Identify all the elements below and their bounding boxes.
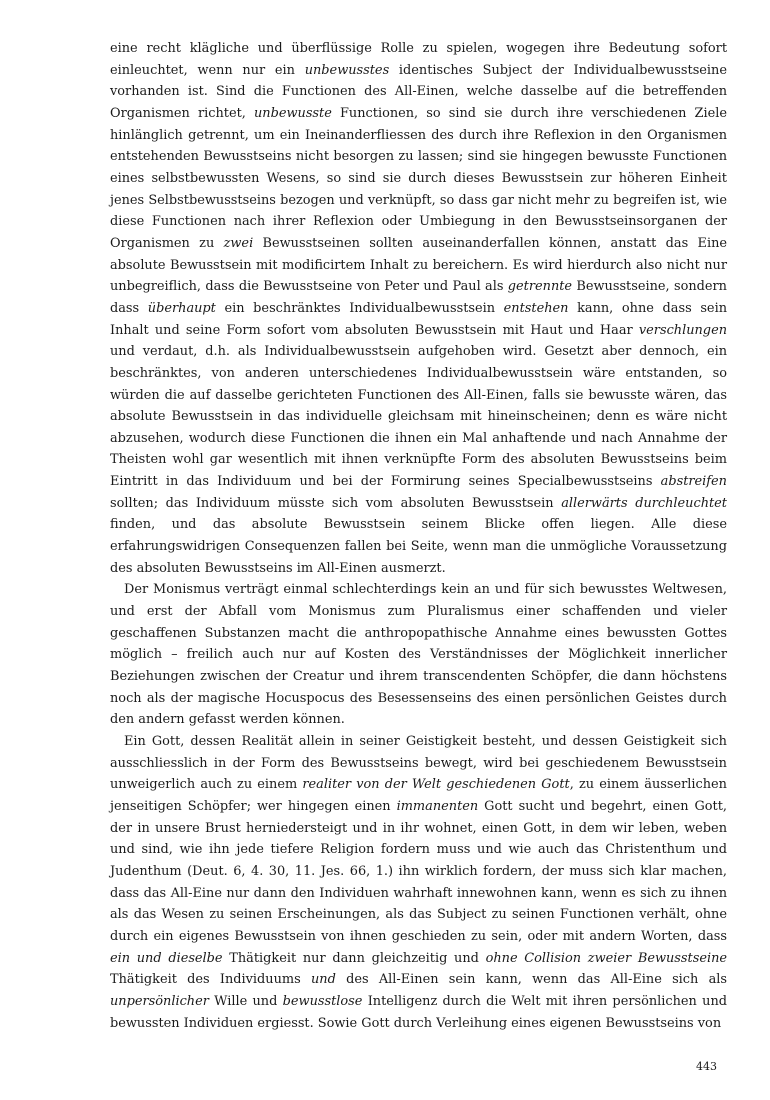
emphasized-text: unbewusstes xyxy=(304,62,390,78)
emphasized-text: zwei xyxy=(223,235,254,251)
text-run: des All-Einen sein kann, wenn das All-Eine sich als xyxy=(335,972,727,988)
emphasized-text: getrennte xyxy=(507,279,573,295)
emphasized-text: überhaupt xyxy=(147,300,216,316)
page-number: 443 xyxy=(696,1060,717,1073)
text-run: , zu einem äusserlichen jenseitigen Schöpfer; wer hingegen einen xyxy=(110,777,727,814)
text-run: Thätigkeit des Individuums xyxy=(110,972,311,988)
text-run: eine recht klägliche und überflüssige Rolle zu spielen, wogegen ihre Bedeutung sofort einleuchtet, wenn nur ein xyxy=(110,41,727,78)
emphasized-text: allerwärts durchleuchtet xyxy=(561,495,727,511)
text-run: Functionen, so sind sie durch ihre verschiedenen Ziele hinlänglich getrennt, um ein Ineinanderfliessen des durch ihre Reflexion in den Organismen entstehenden Bewusstseins nicht besorgen zu lassen; sind sie hingegen bewusste Functionen eines selbstbewussten Wesens, so sind sie durch dieses Bewusstsein zur höheren Einheit jenes Selbstbewusstseins bezogen und verknüpft, so dass gar nicht mehr zu begreifen ist, wie diese Functionen nach ihrer Reflexion oder Umbiegung in den Bewusstseinsorganen der Organismen zu xyxy=(110,105,728,251)
paragraph xyxy=(110,38,727,579)
text-run: Intelligenz durch die Welt mit ihren persönlichen und bewussten Individuen ergiesst. Sowie Gott durch Verleihung eines eigenen Bewusstseins von xyxy=(110,993,728,1031)
text-run: identisches Subject der Individualbewusstseine vorhanden ist. Sind die Functionen des All-Einen, welche dasselbe auf die betreffenden Organismen richtet, xyxy=(110,62,727,121)
text-run: Ein Gott, dessen Realität allein in seiner Geistigkeit besteht, und dessen Geistigkeit sich ausschliesslich in der Form des Bewusstseins bewegt, wird bei geschiedenem Bewusstsein unweigerlich auch zu einem xyxy=(110,734,727,793)
paragraph xyxy=(110,731,727,1034)
text-run: ein beschränktes Individualbewusstsein xyxy=(215,300,504,316)
emphasized-text: bewusstlose xyxy=(282,993,363,1009)
emphasized-text: ein und dieselbe xyxy=(110,950,223,966)
emphasized-text: entstehen xyxy=(503,300,569,316)
text-run: finden, und das absolute Bewusstsein seinem Blicke offen liegen. Alle diese erfahrungswidrigen Consequenzen fallen bei Seite, wenn man die unmögliche Voraussetzung des absoluten Bewusstseins im All-Einen ausmerzt. xyxy=(110,517,727,576)
emphasized-text: unbewusste xyxy=(254,105,332,121)
emphasized-text: unpersönlicher xyxy=(110,993,209,1009)
text-run: Der Monismus verträgt einmal schlechterdings kein an und für sich bewusstes Weltwesen, und erst der Abfall vom Monismus zum Pluralismus einer schaffenden und vieler geschaffenen Substanzen macht die anthropopathische Annahme eines bewussten Gottes möglich – freilich auch nur auf Kosten des Verständnisses der Möglichkeit innerlicher Beziehungen zwischen der Creatur und ihrem transcendenten Schöpfer, die dann höchstens noch als der magische Hocuspocus des Besessenseins des einen persönlichen Geistes durch den andern gefasst werden können. xyxy=(110,582,727,728)
emphasized-text: abstreifen xyxy=(660,474,727,490)
text-run: Bewusstseine, sondern dass xyxy=(110,279,727,316)
emphasized-text: immanenten xyxy=(396,798,479,814)
text-run: Wille und xyxy=(208,993,283,1009)
emphasized-text: realiter von der Welt geschiedenen Gott xyxy=(302,777,570,793)
emphasized-text: und xyxy=(311,972,336,988)
paragraph xyxy=(110,579,727,731)
text-run: kann, ohne dass sein Inhalt und seine Form sofort vom absoluten Bewusstsein mit Haut und Haar xyxy=(110,300,727,338)
emphasized-text: ohne Collision zweier Bewusstseine xyxy=(485,950,728,966)
text-run: Bewusstseinen sollten auseinanderfallen können, anstatt das Eine absolute Bewusstsein mit modificirtem Inhalt zu bereichern. Es wird hierdurch also nicht nur unbegreiflich, dass die Bewusstseine von Peter und Paul als xyxy=(110,235,727,295)
emphasized-text: verschlungen xyxy=(638,322,727,338)
text-run: und verdaut, d.h. als Individualbewusstsein aufgehoben wird. Gesetzt aber dennoch, ein beschränktes, von anderen unterschiedenes Individualbewusstsein wäre entstanden, so würden die auf dasselbe gerichteten Functionen des All-Einen, falls sie bewusste wären, das absolute Bewusstsein in das individuelle gleichsam mit hineinscheinen; denn es wäre nicht abzusehen, wodurch diese Functionen die ihnen ein Mal anhaftende und nach Annahme der Theisten wohl gar wesentlich mit ihnen verknüpfte Form des absoluten Bewusstseins beim Eintritt in das Individuum und bei der Formirung seines Specialbewusstseins xyxy=(110,344,727,490)
text-run: Gott sucht und begehrt, einen Gott, der in unsere Brust herniedersteigt und in ihr wohnet, einen Gott, in dem wir leben, weben und sind, wie ihn jede tiefere Religion fordern muss und wie auch das Christenthum und Judenthum (Deut. 6, 4. 30, 11. Jes. 66, 1.) ihn wirklich fordern, der muss sich klar machen, dass das All-Eine nur dann den Individuen wahrhaft innewohnen kann, wenn es sich zu ihnen als das Wesen zu seinen Erscheinungen, als das Subject zu seinen Functionen verhält, ohne durch ein eigenes Bewusstsein von ihnen geschieden zu sein, oder mit andern Worten, dass xyxy=(110,798,727,944)
page-body xyxy=(110,38,727,1034)
text-run: sollten; das Individuum müsste sich vom absoluten Bewusstsein xyxy=(110,495,562,511)
text-run: Thätigkeit nur dann gleichzeitig und xyxy=(222,950,486,966)
